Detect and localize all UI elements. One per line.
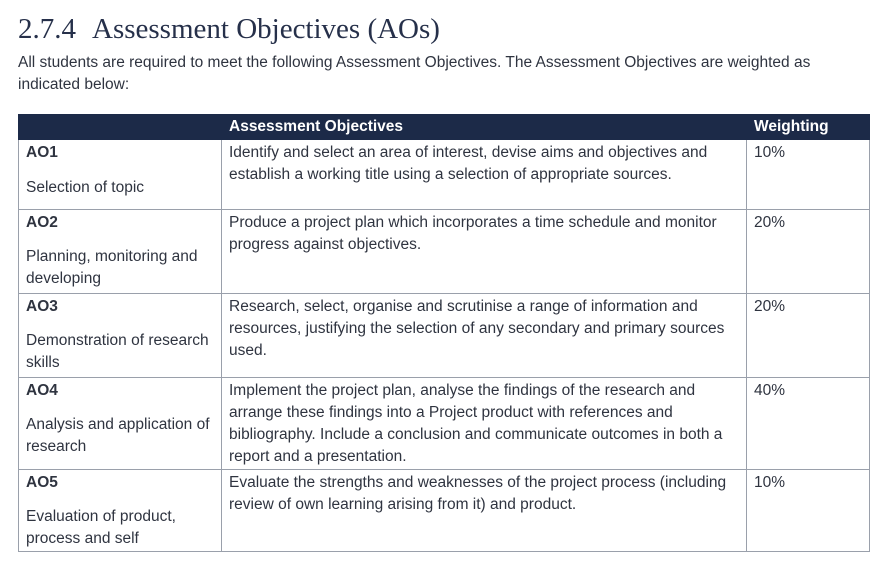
objective-label: Planning, monitoring and developing	[26, 248, 198, 287]
objective-description: Produce a project plan which incorporates a time schedule and monitor progress against objectives.	[222, 210, 747, 294]
objective-description: Implement the project plan, analyse the findings of the research and arrange these findings into a Project product with references and bibliography. Include a conclusion and communicate outcomes in both a report and a presentation.	[222, 378, 747, 470]
intro-paragraph: All students are required to meet the following Assessment Objectives. The Assessment Objectives are weighted as indicated below:	[18, 54, 811, 93]
header-cell-objectives: Assessment Objectives	[222, 115, 747, 140]
assessment-objectives-table	[18, 114, 870, 552]
objective-label: Selection of topic	[26, 179, 145, 196]
table-row	[19, 470, 870, 552]
objective-code: AO3	[26, 298, 58, 315]
objective-label: Evaluation of product, process and self	[26, 508, 176, 547]
objective-label: Demonstration of research skills	[26, 332, 209, 371]
table-row	[19, 294, 870, 378]
table-row	[19, 210, 870, 294]
objective-name-cell	[19, 140, 222, 210]
table-row	[19, 140, 870, 210]
objective-name-cell	[19, 470, 222, 552]
header-cell-blank	[19, 115, 222, 140]
section-heading	[18, 8, 440, 50]
objective-code: AO2	[26, 214, 58, 231]
objective-code: AO4	[26, 382, 58, 399]
objective-description: Identify and select an area of interest, devise aims and objectives and establish a working title using a selection of appropriate sources.	[222, 140, 747, 210]
objective-weighting: 10%	[747, 470, 870, 552]
section-number: 2.7.4	[18, 13, 76, 45]
objective-description: Research, select, organise and scrutinise a range of information and resources, justifying the selection of any secondary and primary sources used.	[222, 294, 747, 378]
table-header-row	[19, 115, 870, 140]
objective-description: Evaluate the strengths and weaknesses of the project process (including review of own learning arising from it) and product.	[222, 470, 747, 552]
objective-weighting: 20%	[747, 294, 870, 378]
table-row	[19, 378, 870, 470]
header-cell-weighting: Weighting	[747, 115, 870, 140]
objective-name-cell	[19, 294, 222, 378]
objective-weighting: 10%	[747, 140, 870, 210]
objective-name-cell	[19, 210, 222, 294]
objective-name-cell	[19, 378, 222, 470]
section-title: Assessment Objectives (AOs)	[92, 13, 440, 45]
objective-label: Analysis and application of research	[26, 416, 210, 455]
objective-weighting: 40%	[747, 378, 870, 470]
objective-weighting: 20%	[747, 210, 870, 294]
objective-code: AO5	[26, 474, 58, 491]
objective-code: AO1	[26, 144, 58, 161]
